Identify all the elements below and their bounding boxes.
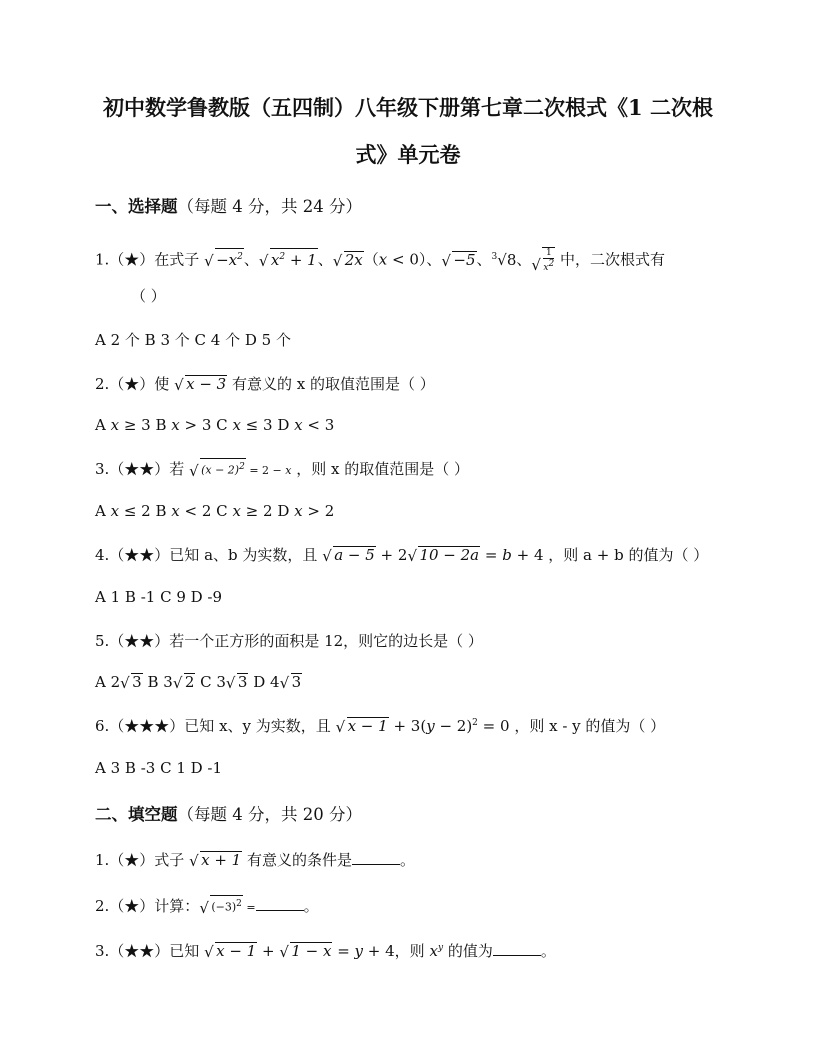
q1-continuation: （ ） [131,287,166,305]
f3-expr: √ x − 1 + √ 1 − x = y + 4 [204,942,395,961]
section-fill-title: 二、填空题 [95,805,178,824]
fill-question-3 [95,940,556,961]
f3-mid: ，则 [394,942,425,960]
q1-suffix: 中，二次根式有 [560,250,666,269]
q2-expr: √ x − 3 [174,375,227,394]
q4-expr: √ a − 5 + 2 √ 10 − 2a = b + 4 [322,546,544,565]
f3-prefix: 3.（★★）已知 [95,942,200,960]
q2-suffix: 有意义的 x 的取值范围是（ ） [231,375,435,393]
f3-end: 。 [540,942,556,960]
question-1: 1.（★）在式子 √ $-x^2$、 √ $x^2 + 1$、 √ 2x（x < 0）、 √ −5、$^3$√8、 √ $\frac{1}{x^2}$ 中，二次根式有 [95,248,666,274]
f1-expr: √ x + 1 [189,851,242,870]
f1-prefix: 1.（★）式子 [95,851,185,869]
question-4 [95,544,708,565]
q2-options: A x ≥ 3 B x > 3 C x ≤ 3 D x < 3 [95,416,335,434]
f2-expr: √ $(-3)^2$ = [199,901,255,914]
question-2 [95,373,435,394]
q1-expr-a: √ $-x^2$ [204,248,244,269]
exam-title-line1: 初中数学鲁教版（五四制）八年级下册第七章二次根式《1 二次根 [103,95,713,120]
f1-suffix: 有意义的条件是 [246,851,352,869]
q1-prefix: 1.（★）在式子 [95,250,200,269]
f1-answer-blank[interactable] [352,853,400,865]
q3-options: A x ≤ 2 B x < 2 C x ≥ 2 D x > 2 [95,502,335,520]
section-fill-points: （每题 4 分，共 20 分） [177,805,362,824]
q2-prefix: 2.（★）使 [95,375,170,393]
q6-prefix: 6.（★★★）已知 x、y 为实数，且 [95,717,331,735]
question-6 [95,715,665,736]
f3-answer-blank[interactable] [493,944,541,956]
q4-suffix: ，则 a + b 的值为（ ） [548,546,709,564]
q6-expr: √ $x - 1 + 3(y - 2)^2 = 0$ [335,717,510,736]
f1-end: 。 [400,851,416,869]
section-fill-heading [95,801,362,825]
q6-suffix: ，则 x - y 的值为（ ） [514,717,666,735]
q3-suffix: ，则 x 的取值范围是（ ） [296,460,470,478]
q1-expr-c: √ 2x [332,250,363,270]
section-choice-title: 一、选择题 [95,197,178,216]
question-3 [95,458,469,479]
section-choice-heading [95,193,362,217]
q5-options: A 2 √ 3 B 3 √ 2 C 3 √ 3 D 4 √ 3 [95,673,302,692]
q1-options: A 2 个 B 3 个 C 4 个 D 5 个 [95,331,291,349]
q3-expr: √ $(x - 2)^2 = 2 - x$ [189,464,291,477]
q1-expr-f: √ $\frac{1}{x^2}$ [531,248,555,274]
f2-end: 。 [303,897,319,915]
q4-prefix: 4.（★★）已知 a、b 为实数，且 [95,546,318,564]
f2-prefix: 2.（★）计算： [95,897,200,915]
f2-answer-blank[interactable] [256,899,304,911]
q4-options: A 1 B -1 C 9 D -9 [95,588,223,606]
q6-options: A 3 B -3 C 1 D -1 [95,759,223,777]
q1-expr-e: $^3$√8 [491,250,517,269]
exam-title-line2: 式》单元卷 [355,142,461,167]
fill-question-2 [95,895,319,916]
section-choice-points: （每题 4 分，共 24 分） [177,197,362,216]
question-5: 5.（★★）若一个正方形的面积是 12，则它的边长是（ ） [95,632,483,650]
q3-prefix: 3.（★★）若 [95,460,185,478]
fill-question-1 [95,849,415,870]
f3-suffix: 的值为 [447,942,493,960]
f3-power-expr: $x^y$ [429,942,444,960]
q1-expr-b: √ $x^2 + 1$ [259,248,318,269]
q1-expr-d: √ −5 [441,250,476,270]
